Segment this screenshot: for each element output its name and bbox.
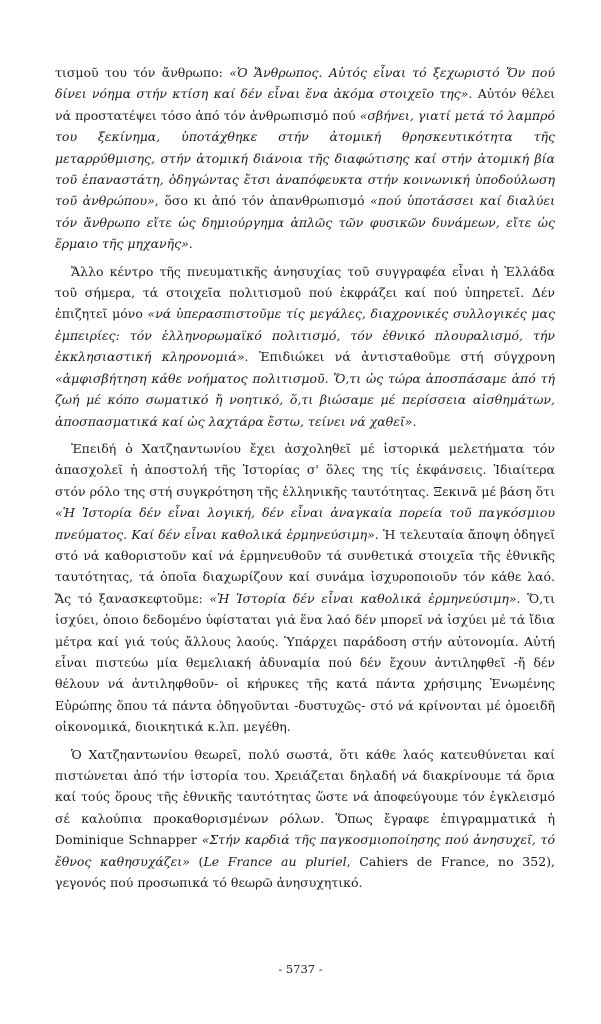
text-segment: , Cahiers de France, no 352), γεγονός πού προσωπικά τό θεωρῶ ἀνησυχητικό. bbox=[55, 853, 556, 891]
text-segment: ( bbox=[189, 853, 204, 869]
paragraph-4 bbox=[55, 744, 555, 894]
document-body bbox=[55, 62, 555, 899]
page-number: - 5737 - bbox=[278, 962, 323, 976]
quote-segment: «Ὁ Ἄνθρωπος. Αὐτός εἶναι τό ξεχωριστό Ὄν πού δίνει νόημα στήν κτίση καί δέν εἶναι ἕνα ἀκόμα στοιχεῖο της». bbox=[55, 65, 555, 102]
text-segment: Ἐπειδή ὁ Χατζηαντωνίου ἔχει ἀσχοληθεῖ μέ ἱστορικά μελετήματα τόν ἀπασχολεῖ ἡ ἀποστολή τῆς Ἱστορίας σ' ὅλες της τίς ἐκφάνσεις. Ἰδιαίτερα στόν ρόλο της στή συγκρότηση τῆς ἑλληνικῆς ταυτότητας. Ξεκινᾶ μέ βάση ὅτι bbox=[55, 440, 555, 499]
book-title-segment: Le France au pluriel bbox=[203, 853, 347, 869]
text-segment: Αὐτόν θέλει νά προστατέψει τόσο ἀπό τόν ἀνθρωπισμό πού bbox=[55, 86, 555, 123]
paragraph-3 bbox=[55, 438, 555, 738]
paragraph-2 bbox=[55, 261, 555, 432]
paragraph-1 bbox=[55, 62, 555, 255]
quote-segment: «πού ὑποτάσσει καί διαλύει τόν ἄνθρωπο εἴτε ὡς δημιούργημα ἁπλῶς τῶν φυσικῶν δυνάμεων, εἴτε ὡς ἕρμαιο τῆς μηχανῆς» bbox=[55, 193, 555, 252]
quote-segment: «Ἡ Ἱστορία δέν εἶναι καθολικά ἑρμηνεύσιμη» bbox=[209, 590, 517, 606]
text-segment: . Ἐπιδιώκει νά ἀντισταθοῦμε στή σύγχρονη bbox=[244, 349, 555, 365]
text-segment: Ὁ Χατζηαντωνίου θεωρεῖ, πολύ σωστά, ὅτι κάθε λαός κατευθύνεται καί πιστώνεται ἀπό τήν ἱστορία του. Χρειάζεται δηλαδή νά διακρίνουμε τά ὅρια καί τούς ὅρους τῆς ἐθνικῆς ταυτότητας ὥστε νά ἀποφεύγουμε τόν ἐγκλεισμό σέ καλούπια προκαθορισμένων ρόλων. Ὅπως ἔγραφε ἐπιγραμματικά ἡ Dominique Schnapper bbox=[55, 746, 555, 848]
text-segment: , ὅσο κι ἀπό τόν ἀπανθρωπισμό bbox=[154, 193, 371, 209]
quote-segment: «Στήν καρδιά τῆς παγκοσμιοποίησης πού ἀνησυχεῖ, τό ἔθνος καθησυχάζει» bbox=[55, 832, 555, 869]
quote-segment: «νά ὑπερασπιστοῦμε τίς μεγάλες, διαχρονικές συλλογικές μας ἐμπειρίες: τόν ἑλληνορωμαϊκό πολιτισμό, τόν ἐθνικό πλουραλισμό, τήν ἐκκλησιαστική κληρονομιά» bbox=[55, 306, 555, 365]
text-segment: . bbox=[188, 236, 193, 252]
text-segment: τισμοῦ του τόν ἄνθρωπο: bbox=[55, 65, 230, 80]
quote-segment: «σβήνει, γιατί μετά τό λαμπρό του ξεκίνημα, ὑποτάχθηκε στήν ἀτομική θρησκευτικότητα τῆς μεταρρύθμισης, στήν ἀτομική διάνοια τῆς διαφώτισης καί στήν ἀτομική βία τοῦ ἐπαναστάτη, ὁδηγώντας ἔτσι ἀναπόφευκτα στήν κοινωνική ὑποδούλωση τοῦ ἀνθρώπου» bbox=[55, 107, 556, 209]
text-segment: Ἄλλο κέντρο τῆς πνευματικῆς ἀνησυχίας τοῦ συγγραφέα εἶναι ἡ Ἑλλάδα τοῦ σήμερα, τά στοιχεῖα πολιτισμοῦ πού ἐκφράζει καί πού ὑπηρετεῖ. Δέν ἐπιζητεῖ μόνο bbox=[55, 263, 555, 322]
text-segment: . Ἡ τελευταία ἄποψη ὁδηγεῖ στό νά καθοριστοῦν καί νά ἑρμηνευθοῦν τά συνθετικά στοιχεῖα τῆς ἐθνικῆς ταυτότητας, τά ὁποῖα διαχωρίζουν καί συνάμα ἰσχυροποιοῦν τόν κάθε λαό. Ἄς τό ξανασκεφτοῦμε: bbox=[55, 526, 556, 606]
text-segment: . Ὅ,τι ἰσχύει, ὁποιο δεδομένο ὑφίσταται γιά ἕνα λαό δέν μπορεῖ νά ἰσχύει μέ τά ἴδια μέτρα καί γιά τούς ἄλλους λαούς. Ὑπάρχει παράδοση στήν αὐτονομία. Αὐτή εἶναι πιστεύω μία θεμελιακή ἀδυναμία πού δέν ἔχουν ἀντιληφθεῖ -ἤ δέν θέλουν νά ἀντιληφθοῦν- οἱ κήρυκες τῆς κατά πάντα χρήσιμης Ἑνωμένης Εὐρώπης ὅπου τά πάντα ὁδηγοῦνται -δυστυχῶς- στό νά κρίνονται μέ ὁμοειδῆ οἰκονομικά, διοικητικά κ.λπ. μεγέθη. bbox=[55, 590, 555, 735]
quote-segment: «ἀμφισβήτηση κάθε νοήματος πολιτισμοῦ. Ὅ,τι ὡς τώρα ἀποσπάσαμε ἀπό τή ζωή μέ κόπο σωματικό ἤ νοητικό, ὅ,τι βιώσαμε μέ περίσσεια αἰσθημάτων, ἀποσπασματικά καί ὡς λαχτάρα ἔστω, τείνει νά χαθεῖ» bbox=[55, 370, 555, 429]
text-segment: . bbox=[412, 413, 417, 429]
quote-segment: «Ἡ Ἱστορία δέν εἶναι λογική, δέν εἶναι ἀναγκαία πορεία τοῦ παγκόσμιου πνεύματος. Καί δέν εἶναι καθολικά ἑρμηνεύσιμη» bbox=[55, 505, 555, 542]
